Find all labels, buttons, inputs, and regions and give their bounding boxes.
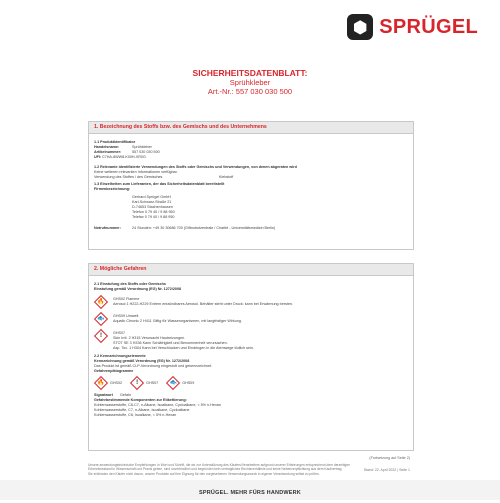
component-line: Kohlenwasserstoffe, C6-C7, n-Alkane, Isoalkane, Cycloalkane, < 5% n-Hexan — [94, 403, 221, 407]
pictogram-label: GHS02 — [110, 380, 123, 385]
subsection-2-2-sub: Kennzeichnung gemäß Verordnung (EG) Nr. 1272/2008 — [94, 359, 190, 363]
section-2-heading: 2. Mögliche Gefahren — [89, 264, 413, 276]
address-line: Karl-Schwarz-Straße 21 — [132, 200, 172, 204]
handelsname-label: Handelsname: — [94, 145, 120, 149]
footnote-line: Unsere anwendungstechnische Empfehlungen in Wort und Schrift, die wir zur Unterstützung des Käufers/Verarbeiters aufgrund unserer Erfahrungen entsprechend dem derzeitigen — [88, 463, 351, 467]
hazard-text: STOT SE 3 H336 Kann Schläfrigkeit und Benommenheit verursachen. — [113, 341, 228, 345]
hazard-code: GHS09 Umwelt — [113, 314, 139, 318]
section-1-body — [89, 134, 413, 235]
hazard-entry — [94, 295, 408, 309]
section-1-heading: 1. Bezeichnung des Stoffs bzw. des Gemischs und des Unternehmens — [89, 122, 413, 134]
section-1 — [88, 121, 414, 250]
exclamation-pictogram-icon: ! — [130, 376, 144, 390]
address-line: D-74653 Stachenhausen — [132, 205, 173, 209]
address-line: Gerhard Sprügel GmbH — [132, 195, 171, 199]
notruf-value: 24 Stunden: +49 30 30686 700 (Giftnotrufzentrale / Charité - Universitätsmedizin Berlin) — [132, 226, 276, 230]
footnote — [88, 463, 388, 476]
footer-tagline: SPRÜGEL. MEHR FÜRS HANDWERK — [199, 490, 301, 496]
subsection-2-2-title: 2.2 Kennzeichnungselemente — [94, 354, 146, 358]
environment-pictogram-icon: 🐟 — [166, 376, 180, 390]
subsection-1-2-line1: Keine weiteren relevanten Informationen verfügbar. — [94, 170, 178, 174]
subsection-2-1-title: 2.1 Einstufung des Stoffs oder Gemischs — [94, 282, 166, 286]
hazard-text: Aquatic Chronic 2 H411 Giftig für Wasserorganismen, mit langfristiger Wirkung. — [113, 319, 242, 323]
subsection-1-1-title: 1.1 Produktidentifikator — [94, 140, 136, 144]
document-title: SICHERHEITSDATENBLATT: — [192, 68, 308, 78]
flame-pictogram-icon: 🔥 — [94, 376, 108, 390]
subsection-2-2-line: Das Produkt ist gemäß CLP-Verordnung eingestuft und gekennzeichnet. — [94, 364, 213, 368]
hazard-text: Aerosol 1 H222-H229 Extrem entzündbares Aerosol. Behälter steht unter Druck: kann bei Erwärmung bersten. — [113, 302, 293, 306]
document-title-block — [0, 68, 500, 96]
hazard-code: GHS02 Flamme — [113, 297, 140, 301]
pictogram-label: GHS09 — [182, 380, 195, 385]
logo-text: SPRÜGEL — [379, 15, 478, 38]
footer-bar — [0, 480, 500, 500]
flame-pictogram-icon: 🔥 — [94, 295, 108, 309]
footnote-line: Sie entbinden den Käufer nicht davon, unsere Produkte auf ihre Eignung für den vorgesehenen Verwendungszweck in eigener Verantwortung selbst zu prüfen. — [88, 471, 320, 476]
subsection-1-2-title: 1.2 Relevante identifizierte Verwendungen des Stoffs oder Gemischs und Verwendungen, von denen abgeraten wird — [94, 165, 297, 169]
exclamation-pictogram-icon: ! — [94, 329, 108, 343]
hazard-code: GHS07 — [113, 331, 126, 335]
date-page-info: Stand: 22. April 2022 | Seite 1 — [363, 468, 410, 472]
subsection-2-1-sub: Einstufung gemäß Verordnung (EG) Nr. 1272/2008 — [94, 287, 182, 291]
hazard-text: Asp. Tox. 1 H304 Kann bei Verschlucken und Eindringen in die Atemwege tödlich sein. — [113, 346, 254, 350]
pictogram-label: GHS07 — [146, 380, 159, 385]
notruf-label: Notrufnummer: — [94, 226, 121, 230]
artikelnummer-value: 557 030 030 500 — [132, 150, 160, 154]
ufi-value: C7HA-8WW8-K00H-XR0G — [102, 155, 146, 159]
subsection-1-3-title: 1.3 Einzelheiten zum Lieferanten, der das Sicherheitsdatenblatt bereitstellt — [94, 182, 225, 186]
hazard-entry — [94, 329, 408, 351]
pictograms-title: Gefahrenpiktogramme — [94, 369, 134, 373]
address-line: Telefon 0 79 40 / 9 88 950 — [132, 210, 175, 214]
continuation-note: (Fortsetzung auf Seite 2) — [369, 456, 410, 460]
product-name: Sprühkleber — [229, 78, 271, 87]
wrench-nut-icon: ⬢ — [347, 14, 373, 40]
signal-value: Gefahr — [120, 393, 132, 397]
verwendung-label: Verwendung des Stoffes / des Gemisches — [94, 175, 163, 179]
address-line: Telefax 0 79 40 / 9 88 950 — [132, 215, 175, 219]
footnote-line: Erkenntnisstand in Wissenschaft und Praxis geben, sind unverbindlich und begründen kein vertragliches Rechtsverhältnis und keine Nebenverpflichtung aus dem Kaufvertrag. — [88, 467, 343, 472]
company-logo — [347, 14, 478, 40]
hazard-entry — [94, 312, 408, 326]
handelsname-value: Sprühkleber — [132, 145, 152, 149]
components-title: Gefahrbestimmende Komponenten zur Etikettierung: — [94, 398, 187, 402]
section-2 — [88, 263, 414, 451]
ufi-label: UFI: — [94, 155, 102, 159]
article-number: Art.-Nr.: 557 030 030 500 — [207, 87, 293, 96]
component-line: Kohlenwasserstoffe, C6, Isoalkane, < 5% n-Hexan — [94, 413, 177, 417]
hazard-text: Skin Irrit. 2 H315 Verursacht Hautreizungen. — [113, 336, 186, 340]
signal-label: Signalwort — [94, 393, 113, 397]
environment-pictogram-icon: 🐟 — [94, 312, 108, 326]
pictogram-row — [94, 376, 408, 390]
artikelnummer-label: Artikelnummer: — [94, 150, 122, 154]
component-line: Kohlenwasserstoffe, C7, n-Alkane, Isoalkane, Cycloalkane — [94, 408, 190, 412]
verwendung-value: Klebstoff — [219, 175, 234, 179]
section-2-body — [89, 276, 413, 422]
firm-label: Firmenbezeichnung: — [94, 187, 131, 191]
